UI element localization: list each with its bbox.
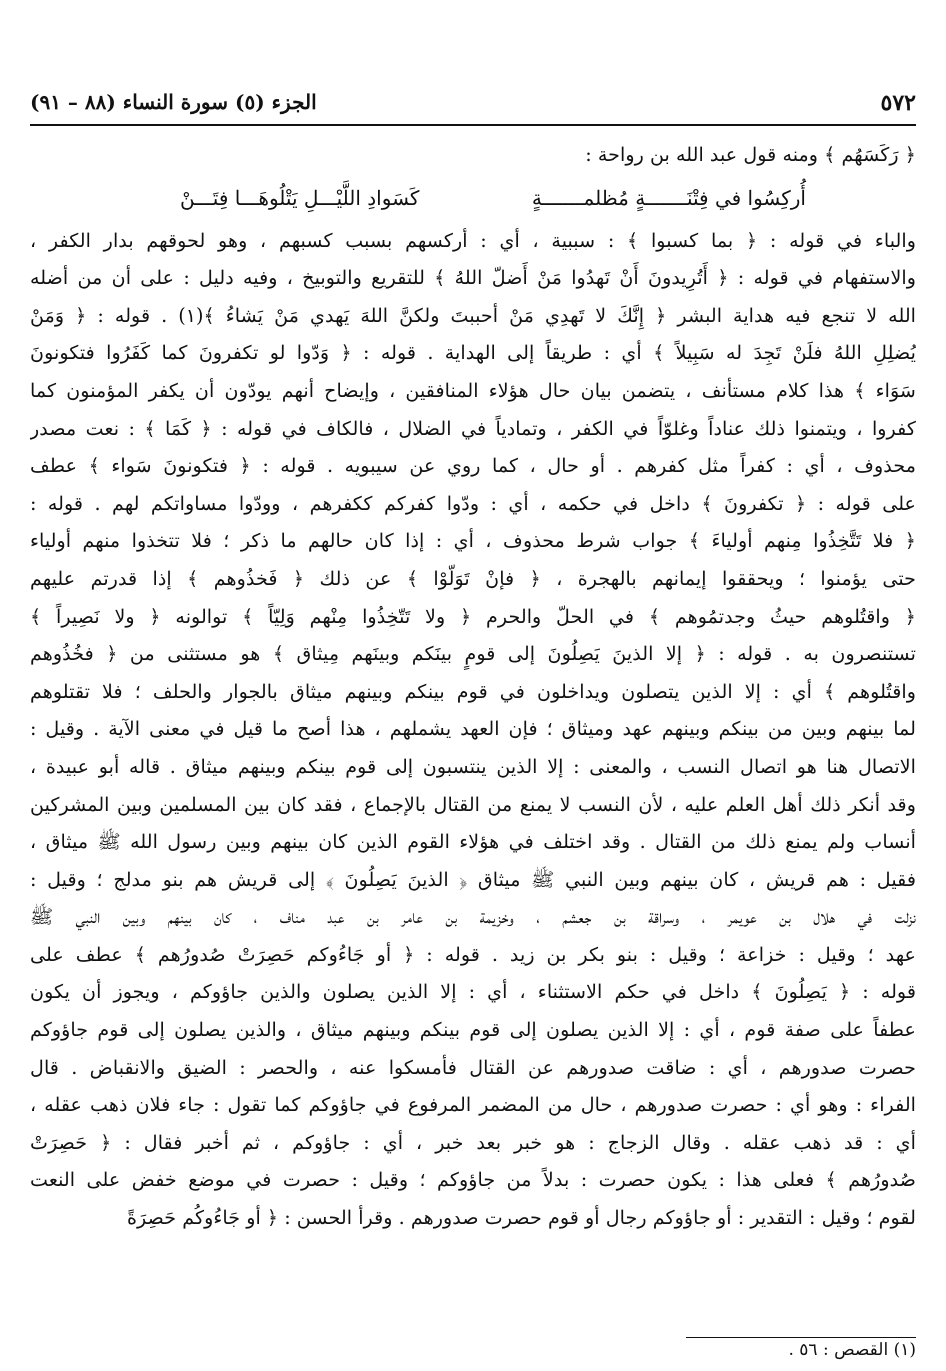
text-line: عهد ؛ وقيل : خزاعة ؛ وقيل : بنو بكر بن زيد . قوله : ﴿ أو جَاءُوكم حَصِرَتْ صُدورُهم ﴾ عطف على [30,942,916,966]
text-line: حصرت صدورهم ، أي : ضاقت صدورهم عن القتال فأمسكوا عنه ، والحصر : الضيق والانقباض . قال [30,1055,916,1079]
text-line: كفروا ، ويتمنوا ذلك عناداً وغلوّاً في الكفر ، وتمادياً في الضلال ، فالكاف في قوله : ﴿ كَمَا ﴾ : نعت مصدر [30,416,916,440]
verse-left-hemistich: كَسَوادِ اللَّيْـــلِ يَتْلُوهَـــا فِتَـــنْ [180,185,420,210]
text-line: والباء في قوله : ﴿ بما كسبوا ﴾ : سببية ، أي : أركسهم بسبب كسبهم ، وهو لحوقهم بدار الكفر ، [30,228,916,252]
text-line: تستنصرون به . قوله : ﴿ إلا الذينَ يَصِلُونَ إلى قومٍ بينَكم وبينَهم مِيثاق ﴾ هو مستثنى من ﴿ فخُذُوهم [30,642,916,666]
text-line: وقد أنكر ذلك أهل العلم عليه ، لأن النسب لا يمنع من القتال بالإجماع ، فقد كان بين المسلمين وبين المشركين [30,792,916,816]
header-rule [30,124,916,126]
commentary-lines [30,222,916,1237]
text-line: واقتُلوهم ﴾ أي : إلا الذين يتصلون ويداخلون في قوم بينكم وبينهم ميثاق بالجوار والحلف ؛ فلا تقتلوهم [30,679,916,703]
text-line: ﴿ واقتُلوهم حيثُ وجدتمُوهم ﴾ في الحلّ والحرم ﴿ ولا تَتّخِذُوا مِنْهم وَلِيّاً ﴾ توالونه ﴿ ولا نَصِيراً ﴾ [30,604,916,628]
intro-line: ﴿ رَكَسَهُم ﴾ ومنه قول عبد الله بن رواحة : [585,143,916,166]
body-text [30,136,916,1237]
page-header [30,82,916,122]
text-line: على قوله : ﴿ تكفرونَ ﴾ داخل في حكمه ، أي : ودّوا كفركم ككفرهم ، وودّوا مساواتكم لهم . قوله : [30,491,916,515]
text-line: نزلت في هلال بن عويمر ، وسراقة بن جعشم ، وخزيمة بن عامر بن عبد مناف ، كان بينهم وبين النبي ﷺ [30,905,916,929]
text-line: لما بينهم وبين من بينكم وبينهم عهد وميثاق ؛ فإن العهد يشملهم ، هذا أصح ما قيل في معنى الآية . وقيل : [30,717,916,741]
text-line: أي : قد ذهب عقله . وقال الزجاج : هو خبر بعد خبر ، أي : جاؤوكم ، ثم أخبر فقال : ﴿ حَصِرَتْ [30,1130,916,1154]
text-line: لقوم ؛ وقيل : التقدير : أو جاؤوكم رجال أو قوم حصرت صدورهم . وقرأ الحسن : ﴿ أو جَاءُوكُم حَصِرَةً [126,1206,916,1230]
text-line: قوله : ﴿ يَصِلُونَ ﴾ داخل في حكم الاستثناء ، أي : إلا الذين يصلون والذين جاؤوكم ، ويجوز أن يكون [30,980,916,1004]
text-line: ﴿ فلا تَتَّخِذُوا مِنهم أولياءَ ﴾ جواب شرط محذوف ، أي : إذا كان حالهم ما ذكر ؛ فلا تتخذوا منهم أولياء [30,529,916,553]
text-line: محذوف ، أي : كفراً مثل كفرهم . أو حال ، كما روي عن سيبويه . قوله : ﴿ فتكونونَ سَواء ﴾ عطف [30,454,916,478]
text-line: صُدورُهم ﴾ فعلى هذا : يكون حصرت : بدلاً من جاؤوكم ؛ وقيل : حصرت في موضع خفض على النعت [30,1168,916,1192]
text-line: حتى يؤمنوا ؛ ويحققوا إيمانهم بالهجرة ، ﴿ فإنْ تَوَلّوْا ﴾ عن ذلك ﴿ فَخذُوهم ﴾ إذا قدرتم عليهم [30,566,916,590]
text-line: الفراء : وهو أي : حصرت صدورهم ، حال من المضمر المرفوع في جاؤوكم كما تقول : جاء فلان ذهب عقله ، [30,1093,916,1117]
text-line: فقيل : هم قريش ، كان بينهم وبين النبي ﷺ ميثاق ﴿ الذينَ يَصِلُونَ ﴾ إلى قريش هم بنو مدلج ؛ وقيل : [30,867,916,891]
footnote: (١) القصص : ٥٦ . [788,1340,916,1360]
poetry-verse [30,174,916,222]
text-line: الاتصال هنا هو اتصال النسب ، والمعنى : إلا الذين ينتسبون إلى قوم بينكم وبينهم ميثاق . قاله أبو عبيدة ، [30,754,916,778]
verse-right-hemistich: أُركِسُوا في فِتْنَـــــــةٍ مُظلمـــــــةٍ [531,185,806,210]
text-line: الله لا تنجع فيه هداية البشر ﴿ إِنَّكَ لا تَهدِي مَنْ أحببتَ ولكنَّ اللهَ يَهدي مَنْ يَشاءُ ﴾(١) . قوله : ﴿ وَمَنْ [30,303,916,327]
footnote-rule [686,1337,916,1338]
text-line: سَوَاء ﴾ هذا كلام مستأنف ، يتضمن بيان حال هؤلاء المنافقين ، وإيضاح أنهم يودّون أن يكفر المؤمنون كما [30,378,916,402]
text-line: والاستفهام في قوله : ﴿ أَتُرِيدونَ أَنْ تَهدُوا مَنْ أَضلّ اللهُ ﴾ للتقريع والتوبيخ ، وفيه دليل : على أن من أضله [30,266,916,290]
running-head: الجزء (٥) سورة النساء (٨٨ – ٩١) [30,90,317,114]
text-line: أنساب ولم يمنع ذلك من القتال . وقد اختلف في هؤلاء القوم الذين كان بينهم وبين رسول الله ﷺ ميثاق ، [30,830,916,854]
text-line: يُضلِلِ اللهُ فلَنْ تَجِدَ له سَبِيلاً ﴾ أي : طريقاً إلى الهداية . قوله : ﴿ وَدّوا لو تكفرونَ كما كَفَرُوا فتكونونَ [30,341,916,365]
page-number: ٥٧٢ [880,90,916,116]
text-line: عطفاً على صفة قوم ، أي : إلا الذين يصلون إلى قوم بينكم وبينهم ميثاق ، والذين يصلون إلى قوم جاؤوكم [30,1018,916,1042]
